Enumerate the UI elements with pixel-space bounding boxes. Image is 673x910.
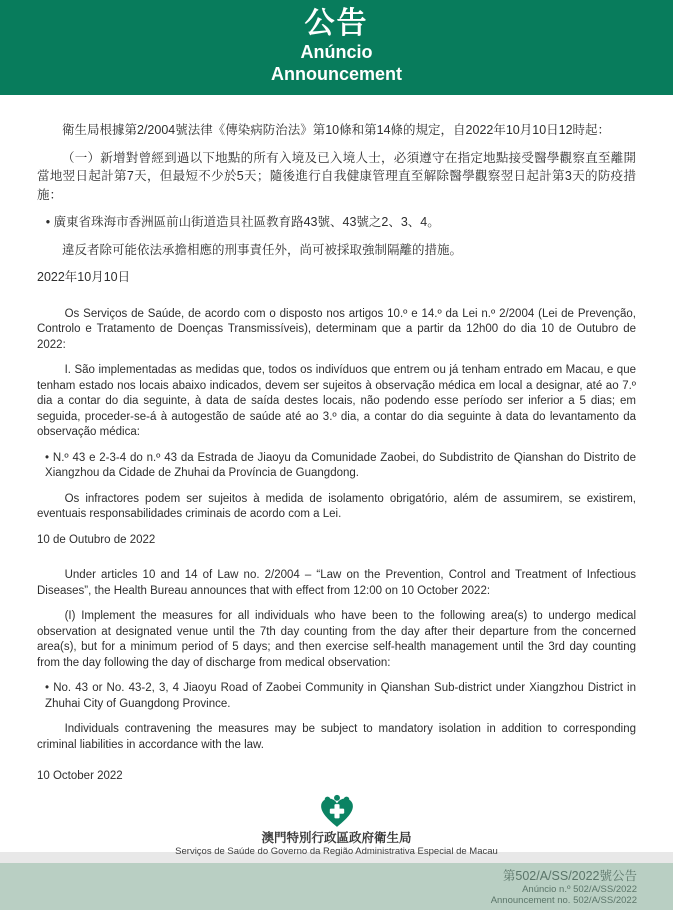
en-bullet-location: • No. 43 or No. 43-2, 3, 4 Jiaoyu Road of Zaobei Community in Qianshan Sub-district under Xiangzhou District in Zhuhai City of Guangdong Province. xyxy=(45,682,636,710)
zh-date: 2022年10月10日 xyxy=(37,270,131,284)
en-paragraph-legal-basis: Under articles 10 and 14 of Law no. 2/2004 – “Law on the Prevention, Control and Treatment of Infectious Diseases”, the Health Bureau announces that with effect from 12:00 on 10 October 2022: xyxy=(37,569,636,597)
zh-paragraph-legal-basis: 衛生局根據第2/2004號法律《傳染病防治法》第10條和第14條的規定，自2022年10月10日12時起： xyxy=(62,123,611,137)
reference-number-pt: Anúncio n.º 502/A/SS/2022 xyxy=(522,883,637,895)
pt-paragraph-penalty: Os infractores podem ser sujeitos à medida de isolamento obrigatório, além de assumirem, se existirem, eventuais responsabilidades criminais de acordo com a Lei. xyxy=(37,492,636,520)
page-title-zh: 公告 xyxy=(304,7,369,40)
zh-paragraph-measures: （一）新增對曾經到過以下地點的所有入境及已入境人士，必須遵守在指定地點接受醫學觀察直至離開當地翌日起計第7天，但最短不少於5天；隨後進行自我健康管理直至解除醫學觀察翌日起計第3天的防疫措施： xyxy=(37,150,636,202)
en-date: 10 October 2022 xyxy=(37,770,123,782)
organization-name-pt: Serviços de Saúde do Governo da Região Administrativa Especial de Macau xyxy=(175,845,498,857)
page-title-pt: Anúncio xyxy=(300,42,373,62)
organization-name-zh: 澳門特別行政區政府衛生局 xyxy=(261,830,412,845)
pt-bullet-location: • N.º 43 e 2-3-4 do n.º 43 da Estrada de Jiaoyu da Comunidade Zaobei, do Subdistrito de Qianshan do Distrito de Xiangzhou da Cidade de Zhuhai da Província de Guangdong. xyxy=(45,451,636,479)
section-portuguese xyxy=(37,307,636,549)
document-body xyxy=(0,95,673,795)
section-chinese xyxy=(37,121,636,287)
header-banner xyxy=(0,0,673,95)
pt-date: 10 de Outubro de 2022 xyxy=(37,533,156,546)
pt-paragraph-measures: I. São implementadas as medidas que, todos os indivíduos que entrem ou já tenham entrado em Macau, e que tenham estado nos locais abaixo indicados, devem ser sujeitos à observação médica em local a designar, até ao 7.º dia a contar do dia seguinte, à data de saída destes locais, não podendo esse período ser inferior a 5 dias; em seguida, proceder-se-á à autogestão de saúde até ao 3.º dia, a contar do dia seguinte à data do levantamento da observação médica: xyxy=(37,364,636,438)
pt-paragraph-legal-basis: Os Serviços de Saúde, de acordo com o disposto nos artigos 10.º e 14.º da Lei n.º 2/2004 (Lei de Prevenção, Controlo e Tratamento de Doenças Transmissíveis), determinam que a partir da 12h00 do dia 10 de Outubro de 2022: xyxy=(37,307,636,351)
reference-number-band xyxy=(0,863,673,910)
zh-paragraph-penalty: 違反者除可能依法承擔相應的刑事責任外，尚可被採取強制隔離的措施。 xyxy=(62,242,463,257)
health-bureau-logo-icon xyxy=(0,795,673,828)
page-title-en: Announcement xyxy=(270,64,402,84)
en-paragraph-measures: (I) Implement the measures for all individuals who have been to the following area(s) to undergo medical observation at designated venue until the 7th day counting from the day after their departure from the concerned area(s), but for a minimum period of 5 days; and then exercise self-health management until the 3rd day counting from the day following the day of discharge from medical observation: xyxy=(37,610,636,669)
en-paragraph-penalty: Individuals contravening the measures may be subject to mandatory isolation in addition to corresponding criminal liabilities in accordance with the law. xyxy=(37,723,636,751)
reference-number-zh: 第502/A/SS/2022號公告 xyxy=(502,868,637,883)
section-english xyxy=(37,568,636,785)
reference-number-en: Announcement no. 502/A/SS/2022 xyxy=(490,895,637,906)
footer xyxy=(0,795,673,910)
zh-bullet-location: • 廣東省珠海市香洲區前山街道造貝社區教育路43號、43號之2、3、4。 xyxy=(45,215,440,229)
